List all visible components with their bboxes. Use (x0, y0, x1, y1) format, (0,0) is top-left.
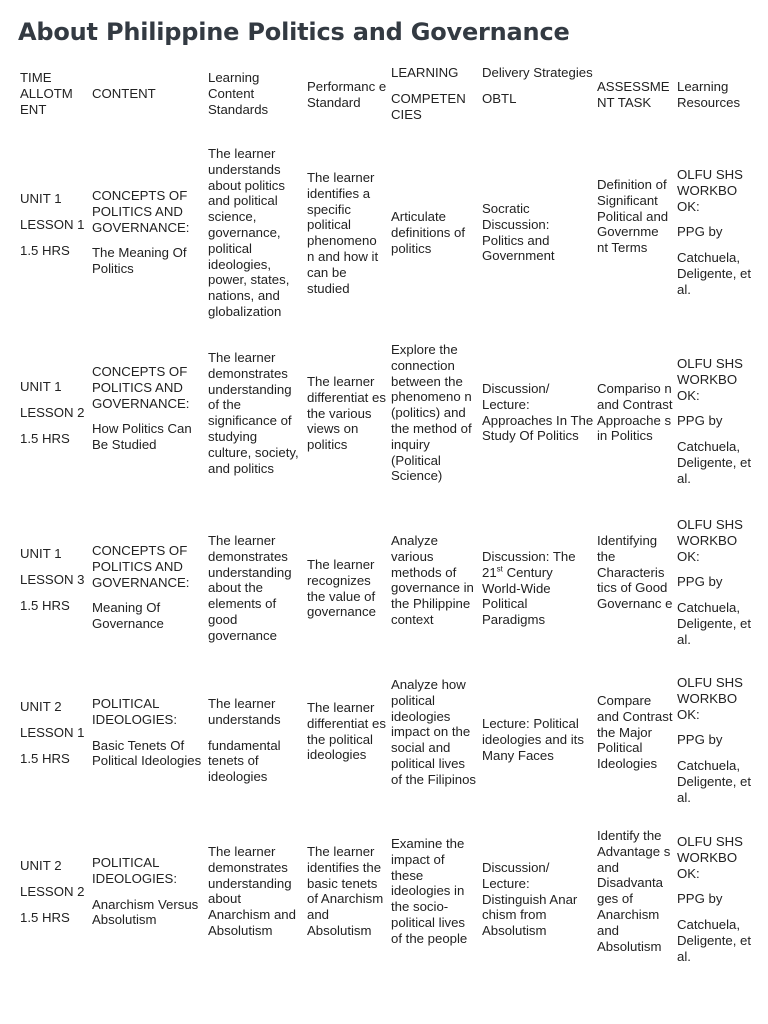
content-standard-cell (208, 696, 304, 785)
lesson-label: LESSON 3 (20, 571, 85, 587)
delivery-text-start: Discussion: The 21 (482, 549, 576, 580)
topic-label: POLITICAL IDEOLOGIES: (92, 855, 178, 886)
header-learning-resources: Learning Resources (677, 79, 741, 110)
delivery-cell: Lecture: Political ideologies and its Many Faces (482, 716, 584, 763)
topic-label: CONCEPTS OF POLITICS AND GOVERNANCE: (92, 364, 190, 411)
resource-ppg: PPG by (677, 732, 723, 748)
time-allotment-cell (20, 546, 88, 613)
delivery-cell (482, 549, 594, 628)
standard-part-2: fundamental tenets of ideologies (208, 737, 281, 785)
lesson-label: LESSON 2 (20, 883, 85, 899)
resource-ppg: PPG by (677, 891, 723, 907)
subtopic-label: Meaning Of Governance (92, 600, 164, 632)
resource-ppg: PPG by (677, 413, 723, 429)
resource-workbook: OLFU SHS WORKBO OK: (677, 675, 743, 722)
assessment-cell: Compariso n and Contrast Approache s in Politics (597, 381, 673, 444)
delivery-cell: Discussion/ Lecture: Approaches In The Study Of Politics (482, 381, 594, 444)
header-competencies-label: COMPETEN CIES (391, 90, 466, 122)
hours-label: 1.5 HRS (20, 597, 70, 613)
resource-authors: Catchuela, Deligente, et al. (677, 439, 752, 486)
hours-label: 1.5 HRS (20, 750, 70, 766)
competency-cell: Articulate definitions of politics (391, 209, 466, 256)
content-cell (92, 543, 204, 632)
competency-cell: Analyze various methods of governance in the Philippine context (391, 533, 474, 627)
resource-ppg: PPG by (677, 224, 723, 240)
assessment-cell: Compare and Contrast the Major Political Ideologies (597, 693, 673, 772)
hours-label: 1.5 HRS (20, 909, 70, 925)
header-learning-content-standards: Learning Content Standards (208, 70, 269, 117)
header-time-allotment: TIME ALLOTM ENT (20, 70, 73, 117)
unit-label: UNIT 1 (20, 379, 62, 394)
header-performance-standard: Performanc e Standard (307, 79, 387, 110)
assessment-cell: Identifying the Characteris tics of Good Governanc e (597, 533, 673, 612)
subtopic-label: Basic Tenets Of Political Ideologies (92, 737, 202, 769)
time-allotment-cell (20, 858, 88, 925)
lesson-label: LESSON 1 (20, 724, 85, 740)
assessment-cell: Identify the Advantage s and Disadvanta ges of Anarchism and Absolutism (597, 828, 671, 954)
resource-workbook: OLFU SHS WORKBO OK: (677, 834, 743, 881)
subtopic-label: How Politics Can Be Studied (92, 421, 192, 453)
competency-cell: Analyze how political ideologies impact on the social and political lives of the Filipinos (391, 677, 477, 787)
unit-label: UNIT 2 (20, 699, 62, 714)
content-cell (92, 364, 204, 453)
resources-cell (677, 517, 753, 648)
content-cell (92, 188, 204, 277)
content-standard-cell: The learner demonstrates understanding about Anarchism and Absolutism (208, 844, 296, 938)
topic-label: POLITICAL IDEOLOGIES: (92, 696, 178, 727)
header-learning-label: LEARNING (391, 65, 459, 80)
content-cell (92, 855, 204, 928)
resource-authors: Catchuela, Deligente, et al. (677, 250, 752, 297)
unit-label: UNIT 1 (20, 546, 62, 561)
performance-standard-cell: The learner differentiat es the various views on politics (307, 374, 386, 453)
time-allotment-cell (20, 191, 88, 258)
performance-standard-cell: The learner recognizes the value of governance (307, 557, 376, 620)
resource-workbook: OLFU SHS WORKBO OK: (677, 167, 743, 214)
header-learning-competencies (391, 65, 477, 122)
competency-cell: Explore the connection between the phenomeno n (politics) and the method of inquiry (Political Science) (391, 342, 472, 484)
lesson-label: LESSON 2 (20, 404, 85, 420)
header-obtl-label: OBTL (482, 90, 517, 106)
content-standard-cell: The learner demonstrates understanding about the elements of good governance (208, 533, 292, 643)
resources-cell (677, 834, 753, 965)
hours-label: 1.5 HRS (20, 430, 70, 446)
content-standard-cell: The learner understands about politics and political science, governance, political ideologies, power, states, nations, and globalization (208, 146, 290, 319)
resource-authors: Catchuela, Deligente, et al. (677, 600, 752, 647)
time-allotment-cell (20, 699, 88, 766)
performance-standard-cell: The learner differentiat es the political ideologies (307, 700, 386, 763)
header-delivery-strategies (482, 65, 594, 107)
resource-ppg: PPG by (677, 574, 723, 590)
delivery-text-end: Century World-Wide Political Paradigms (482, 564, 553, 628)
resources-cell (677, 675, 753, 806)
performance-standard-cell: The learner identifies the basic tenets of Anarchism and Absolutism (307, 844, 384, 938)
topic-label: CONCEPTS OF POLITICS AND GOVERNANCE: (92, 188, 190, 235)
subtopic-label: The Meaning Of Politics (92, 245, 187, 277)
unit-label: UNIT 1 (20, 191, 62, 206)
time-allotment-cell (20, 379, 88, 446)
standard-part-1: The learner understands (208, 696, 281, 727)
ordinal-suffix: st (496, 564, 503, 574)
resource-authors: Catchuela, Deligente, et al. (677, 758, 752, 805)
resources-cell (677, 356, 753, 487)
content-cell (92, 696, 204, 769)
competency-cell: Examine the impact of these ideologies in the socio-political lives of the people (391, 836, 468, 946)
resource-authors: Catchuela, Deligente, et al. (677, 917, 752, 964)
unit-label: UNIT 2 (20, 858, 62, 873)
resource-workbook: OLFU SHS WORKBO OK: (677, 517, 743, 564)
resources-cell (677, 167, 753, 298)
topic-label: CONCEPTS OF POLITICS AND GOVERNANCE: (92, 543, 190, 590)
delivery-cell: Socratic Discussion: Politics and Government (482, 201, 555, 264)
assessment-cell: Definition of Significant Political and Governme nt Terms (597, 177, 669, 256)
header-content: CONTENT (92, 86, 156, 101)
performance-standard-cell: The learner identifies a specific political phenomeno n and how it can be studied (307, 170, 379, 296)
subtopic-label: Anarchism Versus Absolutism (92, 896, 199, 928)
header-delivery-label: Delivery Strategies (482, 65, 593, 80)
content-standard-cell: The learner demonstrates understanding of the significance of studying culture, society, and politics (208, 350, 299, 476)
page-title: About Philippine Politics and Governance (18, 18, 570, 46)
lesson-label: LESSON 1 (20, 216, 85, 232)
delivery-cell: Discussion/ Lecture: Distinguish Anar chism from Absolutism (482, 860, 578, 939)
hours-label: 1.5 HRS (20, 242, 70, 258)
header-assessment-task: ASSESSME NT TASK (597, 79, 670, 110)
resource-workbook: OLFU SHS WORKBO OK: (677, 356, 743, 403)
